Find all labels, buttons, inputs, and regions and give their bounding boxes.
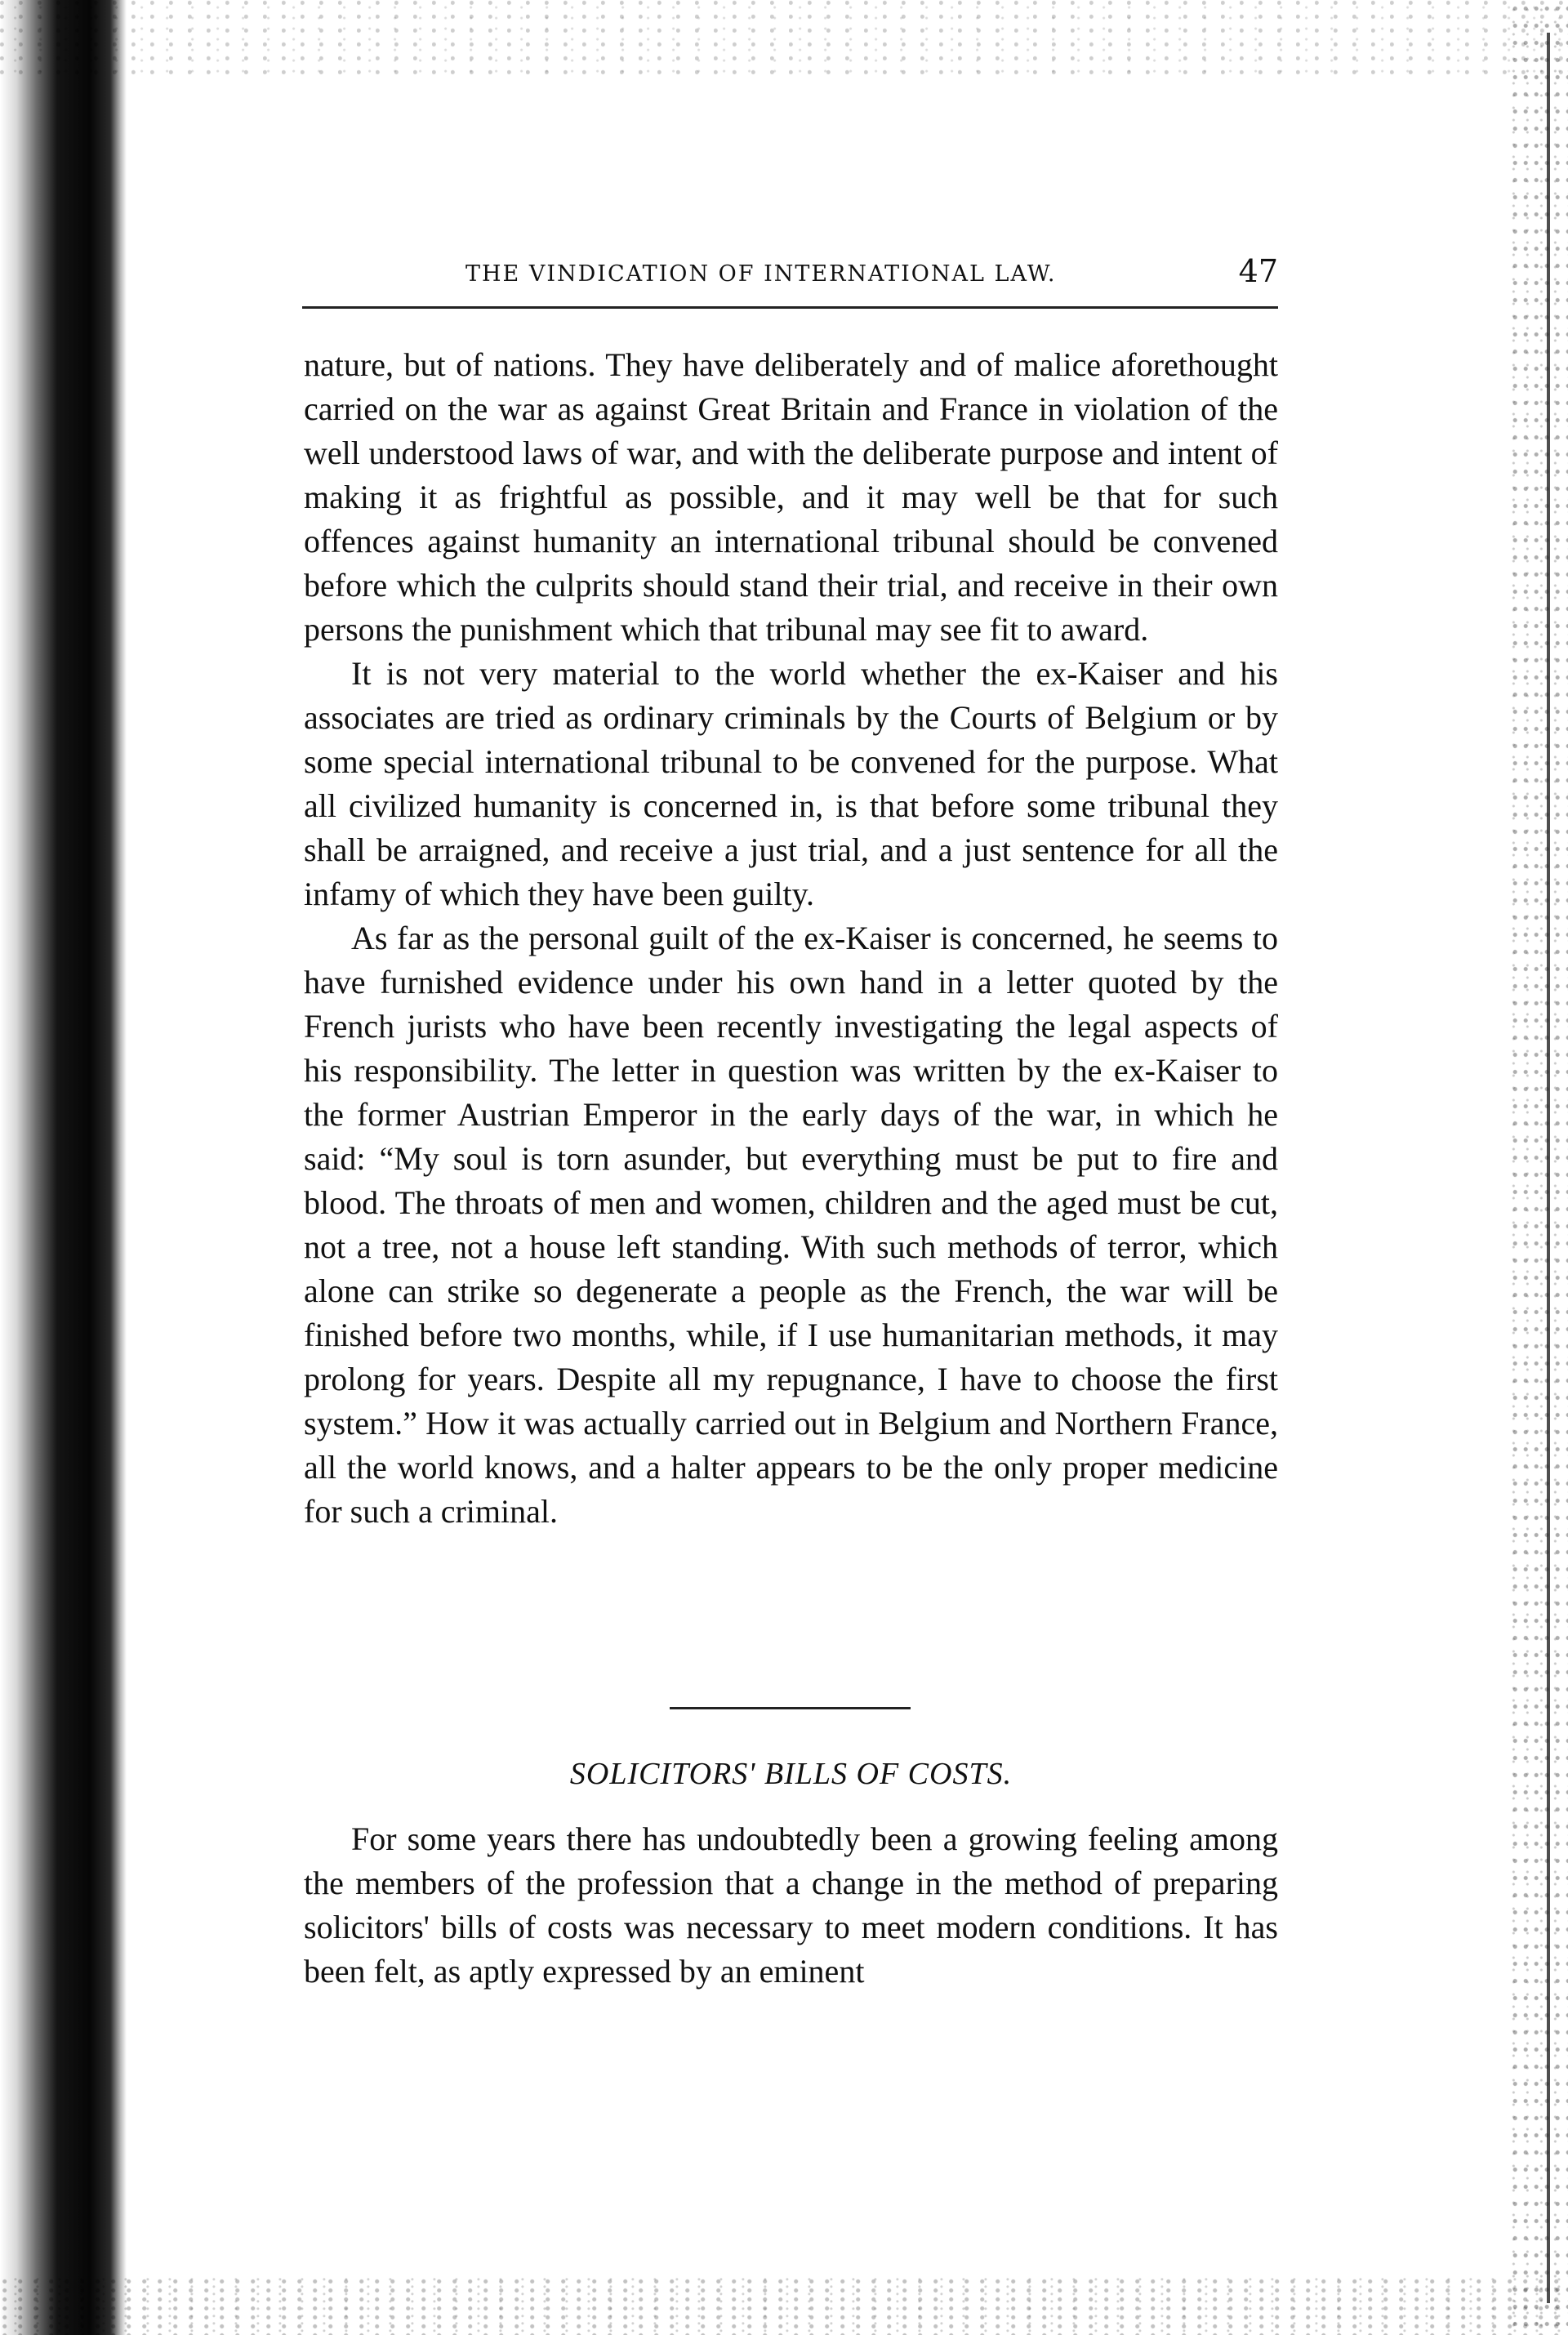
page-number: 47 — [1238, 253, 1278, 289]
section-heading: SOLICITORS' BILLS OF COSTS. — [569, 1757, 1013, 1791]
book-spine-shadow — [0, 0, 127, 2335]
right-edge-noise — [1511, 0, 1568, 2335]
section-paragraph-1: For some years there has undoubtedly been a growing feeling among the members of the profession that a change in the method of preparing solicitors' bills of costs was necessary to meet modern conditions. It has been felt, as aptly expressed by an eminent — [304, 1820, 1278, 1990]
header-rule — [302, 306, 1278, 309]
body-paragraph-3: As far as the personal guilt of the ex-Kaiser is concerned, he seems to have furnished evidence under his own hand in a letter quoted by the French jurists who have been recently investigating the legal aspects of his responsibility. The letter in question was written by the ex-Kaiser to the former Austrian Emperor in the early days of the war, in which he said: “My soul is torn asunder, but everything must be put to fire and blood. The throats of men and women, children and the aged must be cut, not a tree, not a house left standing. With such methods of terror, which alone can strike so degenerate a people as the French, the war will be finished before two months, while, if I use humanitarian methods, it may prolong for years. Despite all my repugnance, I have to choose the first system.” How it was actually carried out in Belgium and Northern France, all the world knows, and a halter appears to be the only proper medicine for such a criminal. — [304, 920, 1278, 1530]
running-head — [302, 253, 1278, 294]
right-page-edge — [1547, 33, 1550, 2303]
body-paragraph-1: nature, but of nations. They have deliberately and of malice aforethought carried on the war as against Great Britain and France in violation of the well understood laws of war, and with the deliberate purpose and intent of making it as frightful as possible, and it may well be that for such offences against humanity an international tribunal should be convened before which the culprits should stand their trial, and receive in their own persons the punishment which that tribunal may see fit to award. — [304, 346, 1278, 648]
section-body — [304, 1817, 1278, 1994]
section-divider-rule — [670, 1707, 911, 1709]
running-title: THE VINDICATION OF INTERNATIONAL LAW. — [466, 261, 1057, 287]
body-paragraph-2: It is not very material to the world whether the ex-Kaiser and his associates are tried as ordinary criminals by the Courts of Belgium or by some special international tribunal to be convened for the purpose. What all civilized humanity is concerned in, is that before some tribunal they shall be arraigned, and receive a just trial, and a just sentence for all the infamy of which they have been guilty. — [304, 655, 1278, 912]
top-edge-noise — [0, 0, 1568, 78]
article-body — [304, 343, 1278, 1534]
bottom-edge-noise — [0, 2278, 1568, 2335]
